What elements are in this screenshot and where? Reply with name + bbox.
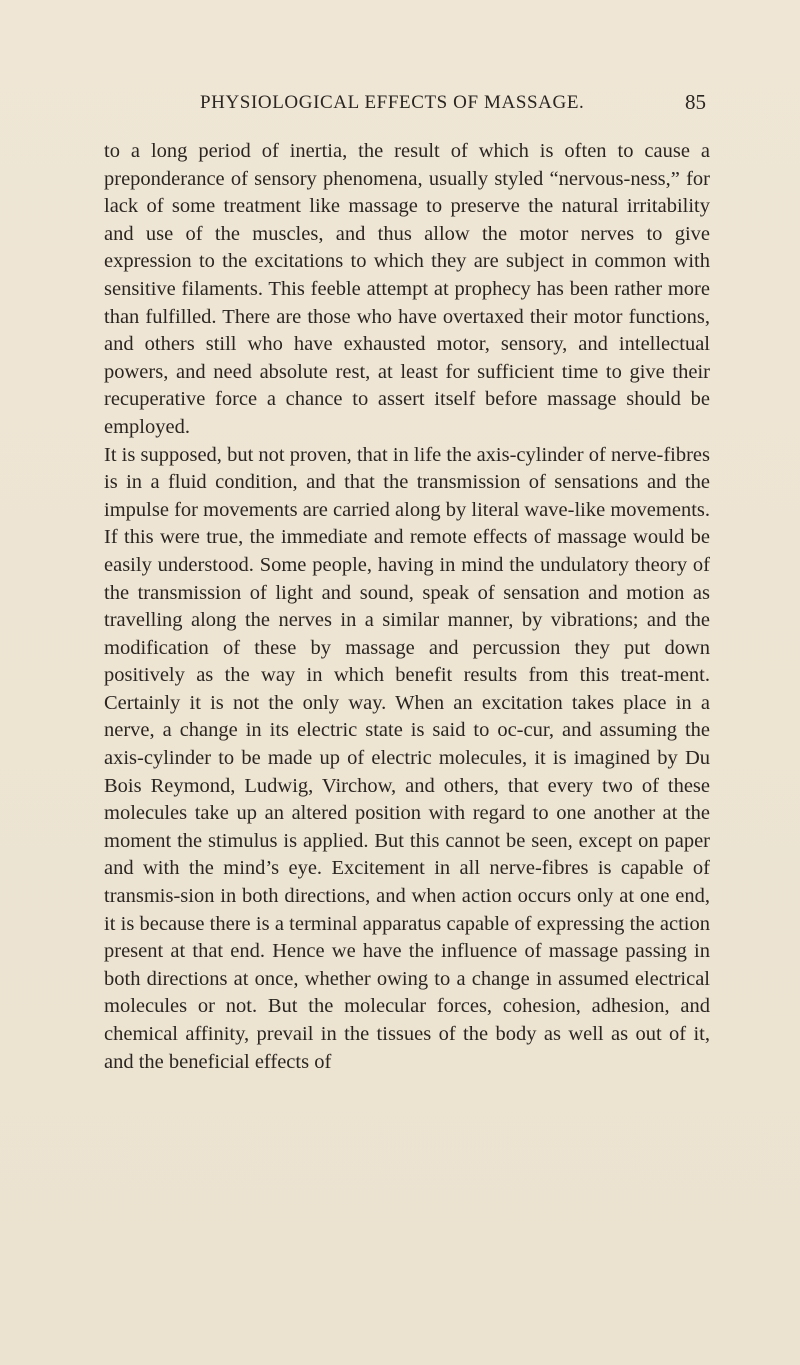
paragraph-2: It is supposed, but not proven, that in life the axis-cylinder of nerve-fibres is in a fluid condition, and that the transmission of sensations and the impulse for movements are carried along by literal wave-like movements. If this were true, the immediate and remote effects of massage would be easily understood. Some people, having in mind the undulatory theory of the transmission of light and sound, speak of sensation and motion as travelling along the nerves in a similar manner, by vibrations; and the modification of these by massage and percussion they put down positively as the way in which benefit results from this treat-ment. Certainly it is not the only way. When an excitation takes place in a nerve, a change in its electric state is said to oc-cur, and assuming the axis-cylinder to be made up of electric molecules, it is imagined by Du Bois Reymond, Ludwig, Virchow, and others, that every two of these molecules take up an altered position with regard to one another at the moment the stimulus is applied. But this cannot be seen, except on paper and with the mind’s eye. Excitement in all nerve-fibres is capable of transmis-sion in both directions, and when action occurs only at one end, it is because there is a terminal apparatus capable of expressing the action present at that end. Hence we have the influence of massage passing in both directions at once, whether owing to a change in assumed electrical molecules or not. But the molecular forces, cohesion, adhesion, and chemical affinity, prevail in the tissues of the body as well as out of it, and the beneficial effects of [104, 443, 710, 1073]
running-head-title: PHYSIOLOGICAL EFFECTS OF MASSAGE. [200, 92, 585, 113]
body-text [104, 138, 710, 1076]
paragraph-1: to a long period of inertia, the result of which is often to cause a preponderance of sensory phenomena, usually styled “nervous-ness,” for lack of some treatment like massage to preserve the natural irritability and use of the muscles, and thus allow the motor nerves to give expression to the excitations to which they are subject in common with sensitive filaments. This feeble attempt at prophecy has been rather more than fulfilled. There are those who have overtaxed their motor functions, and others still who have exhausted motor, sensory, and intellectual powers, and need absolute rest, at least for sufficient time to give their recuperative force a chance to assert itself before massage should be employed. [104, 140, 710, 438]
running-head [200, 92, 706, 118]
page-number: 85 [685, 90, 706, 114]
